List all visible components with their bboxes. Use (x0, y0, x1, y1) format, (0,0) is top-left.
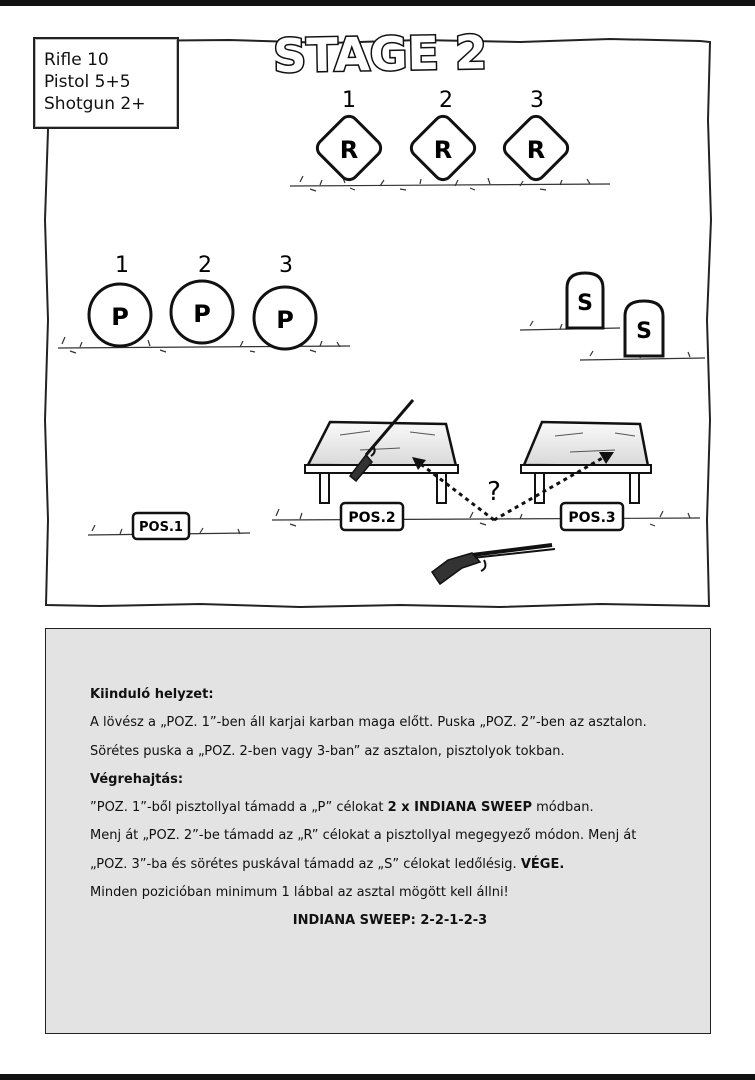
start-line-2: Sörétes puska a „POZ. 2-ben vagy 3-ban” az asztalon, pisztolyok tokban. (90, 743, 565, 759)
position-2-sign (341, 503, 403, 530)
tables-ground-grass (272, 509, 700, 526)
rifle-target-number-2: 2 (439, 88, 453, 113)
pistol-target-3 (254, 287, 316, 349)
shotgun-icon (432, 545, 555, 584)
exec-line-1-text-c: módban. (531, 800, 594, 816)
position-2-label: POS.2 (348, 510, 396, 526)
shotgun-ground-grass (520, 321, 705, 360)
exec-heading: Végrehajtás: (90, 771, 184, 787)
shotgun-target-1 (567, 273, 603, 328)
start-line-1: A lövész a „POZ. 1”-ben áll karjai karban maga előtt. Puska „POZ. 2”-ben az asztalon. (90, 715, 647, 731)
position-3-sign (561, 503, 623, 530)
position-1-label: POS.1 (139, 520, 183, 535)
rifle-target-1 (314, 113, 385, 184)
exec-line-3 (90, 851, 690, 879)
rifle-target-3 (501, 113, 572, 184)
pistol-target-1-label: P (111, 303, 129, 331)
position-3-label: POS.3 (568, 510, 616, 526)
bottom-border (0, 1074, 755, 1080)
exec-line-1-sweep: 2 x INDIANA SWEEP (387, 800, 532, 816)
exec-line-4: Minden pozicióban minimum 1 lábbal az asztal mögött kell állni! (90, 885, 509, 901)
exec-line-3-text: „POZ. 3”-ba és sörétes puskával támadd az „S” célokat ledőlésig. (90, 856, 521, 872)
table-pos2 (305, 422, 458, 503)
shotgun-target-1-label: S (577, 291, 593, 316)
exec-line-3-end: VÉGE. (520, 856, 565, 872)
sweep-sequence: INDIANA SWEEP: 2-2-1-2-3 (292, 913, 488, 929)
pistol-target-1 (89, 284, 151, 346)
rifle-target-3-label: R (526, 136, 546, 164)
rifle-target-number-3: 3 (530, 88, 544, 113)
table-pos3 (521, 422, 651, 503)
pistol-target-number-1: 1 (115, 253, 129, 278)
position-1-sign (133, 513, 189, 539)
equipment-info-box (33, 37, 179, 129)
exec-line-1-text-a: ”POZ. 1”-ből pisztollyal támadd a „P” célokat (90, 800, 388, 816)
pistol-target-number-2: 2 (198, 253, 212, 278)
question-mark: ? (487, 477, 501, 507)
stage-description-panel (45, 628, 711, 1034)
rifle-target-1-label: R (339, 136, 359, 164)
shotgun-target-2-label: S (636, 319, 652, 344)
shotgun-target-2 (625, 301, 663, 356)
rifle-target-number-1: 1 (342, 88, 356, 113)
rifle-target-2-label: R (433, 136, 453, 164)
shotgun-round-count: Shotgun 2+ (44, 94, 146, 114)
exec-line-1 (90, 794, 690, 822)
pistol-target-number-3: 3 (279, 253, 293, 278)
pistol-target-2 (171, 281, 233, 343)
pistol-target-3-label: P (276, 306, 294, 334)
stage-title: STAGE 2 (272, 25, 488, 83)
start-heading: Kiinduló helyzet: (90, 687, 214, 702)
pistol-round-count: Pistol 5+5 (44, 72, 131, 92)
pistol-target-2-label: P (193, 300, 211, 328)
rifle-target-2 (408, 113, 479, 184)
rifle-round-count: Rifle 10 (44, 50, 109, 70)
exec-line-2: Menj át „POZ. 2”-be támadd az „R” célokat a pisztollyal megegyező módon. Menj át (90, 828, 637, 844)
